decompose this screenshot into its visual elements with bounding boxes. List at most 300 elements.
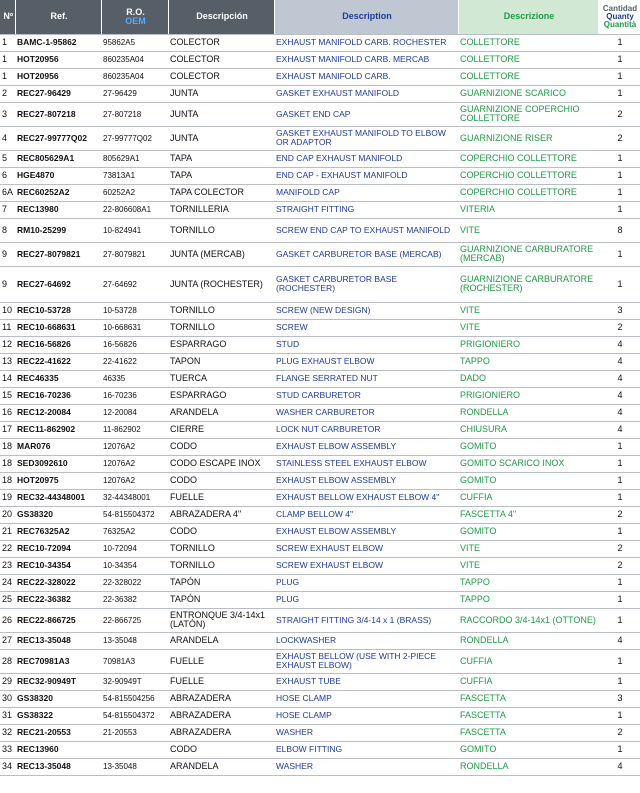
cell-qty: 1 [598, 51, 640, 68]
cell-desc-es: TAPA [168, 150, 274, 167]
cell-num: 29 [0, 673, 15, 690]
cell-oem: 95862A5 [101, 34, 168, 51]
cell-ref: REC805629A1 [15, 150, 101, 167]
cell-desc-it: GUARNIZIONE SCARICO [458, 85, 598, 102]
cell-qty: 4 [598, 421, 640, 438]
cell-qty: 1 [598, 591, 640, 608]
cell-desc-it: PRIGIONIERO [458, 387, 598, 404]
cell-desc-es: ABRAZADERA [168, 707, 274, 724]
cell-oem [101, 741, 168, 758]
cell-desc-es: JUNTA (MERCAB) [168, 242, 274, 266]
cell-desc-es: ESPARRAGO [168, 387, 274, 404]
cell-desc-it: GOMITO [458, 438, 598, 455]
cell-ref: RM10-25299 [15, 218, 101, 242]
cell-ref: REC10-34354 [15, 557, 101, 574]
cell-desc-it: GUARNIZIONE COPERCHIO COLLETTORE [458, 102, 598, 126]
cell-qty: 1 [598, 455, 640, 472]
table-row [0, 540, 640, 557]
table-row [0, 150, 640, 167]
table-row [0, 266, 640, 302]
table-row [0, 68, 640, 85]
cell-desc-en: EXHAUST ELBOW ASSEMBLY [274, 472, 458, 489]
cell-desc-es: TUERCA [168, 370, 274, 387]
cell-desc-es: FUELLE [168, 489, 274, 506]
cell-oem: 10-72094 [101, 540, 168, 557]
cell-oem: 22-806608A1 [101, 201, 168, 218]
cell-oem: 60252A2 [101, 184, 168, 201]
table-row [0, 673, 640, 690]
cell-num: 1 [0, 68, 15, 85]
cell-desc-en: EXHAUST TUBE [274, 673, 458, 690]
cell-ref: REC70981A3 [15, 649, 101, 673]
cell-oem: 27-8079821 [101, 242, 168, 266]
table-row [0, 489, 640, 506]
cell-num: 21 [0, 523, 15, 540]
cell-desc-it: COPERCHIO COLLETTORE [458, 150, 598, 167]
cell-desc-it: VITE [458, 302, 598, 319]
cell-desc-it: FASCETTA [458, 724, 598, 741]
cell-qty: 1 [598, 150, 640, 167]
cell-desc-it: COLLETTORE [458, 34, 598, 51]
cell-desc-en: LOCKWASHER [274, 632, 458, 649]
table-row [0, 404, 640, 421]
cell-desc-it: PRIGIONIERO [458, 336, 598, 353]
cell-desc-es: TORNILLERIA [168, 201, 274, 218]
cell-ref: REC13980 [15, 201, 101, 218]
cell-desc-it: VITE [458, 557, 598, 574]
cell-num: 27 [0, 632, 15, 649]
cell-qty: 2 [598, 319, 640, 336]
cell-ref: REC10-72094 [15, 540, 101, 557]
cell-oem: 54-815504372 [101, 707, 168, 724]
cell-ref: REC27-807218 [15, 102, 101, 126]
cell-num: 1 [0, 51, 15, 68]
table-row [0, 557, 640, 574]
cell-desc-en: GASKET CARBURETOR BASE (ROCHESTER) [274, 266, 458, 302]
header-desc-es: Descripción [168, 0, 274, 34]
cell-oem: 22-41622 [101, 353, 168, 370]
cell-oem: 13-35048 [101, 758, 168, 775]
header-desc-it: Descrizione [458, 0, 598, 34]
cell-num: 18 [0, 455, 15, 472]
cell-num: 22 [0, 540, 15, 557]
cell-desc-it: COPERCHIO COLLETTORE [458, 167, 598, 184]
cell-oem: 70981A3 [101, 649, 168, 673]
table-row [0, 167, 640, 184]
cell-desc-es: ENTRONQUE 3/4-14x1 (LATÓN) [168, 608, 274, 632]
cell-desc-en: STRAIGHT FITTING 3/4-14 x 1 (BRASS) [274, 608, 458, 632]
cell-desc-es: ABRAZADERA [168, 724, 274, 741]
cell-ref: REC27-8079821 [15, 242, 101, 266]
cell-desc-it: RONDELLA [458, 632, 598, 649]
table-row [0, 741, 640, 758]
cell-desc-es: JUNTA [168, 126, 274, 150]
cell-oem: 12-20084 [101, 404, 168, 421]
cell-oem: 32-44348001 [101, 489, 168, 506]
cell-qty: 2 [598, 557, 640, 574]
cell-ref: REC22-36382 [15, 591, 101, 608]
cell-qty: 1 [598, 472, 640, 489]
cell-desc-es: ABRAZADERA [168, 690, 274, 707]
cell-oem: 54-815504256 [101, 690, 168, 707]
cell-num: 25 [0, 591, 15, 608]
cell-desc-en: MANIFOLD CAP [274, 184, 458, 201]
table-row [0, 34, 640, 51]
cell-num: 28 [0, 649, 15, 673]
cell-desc-es: ARANDELA [168, 632, 274, 649]
cell-oem: 805629A1 [101, 150, 168, 167]
cell-desc-en: EXHAUST BELLOW (USE WITH 2-PIECE EXHAUST ELBOW) [274, 649, 458, 673]
cell-desc-it: TAPPO [458, 591, 598, 608]
cell-oem: 73813A1 [101, 167, 168, 184]
cell-qty: 4 [598, 404, 640, 421]
cell-num: 13 [0, 353, 15, 370]
cell-ref: REC13960 [15, 741, 101, 758]
table-row [0, 336, 640, 353]
cell-num: 18 [0, 472, 15, 489]
cell-desc-it: RONDELLA [458, 404, 598, 421]
cell-desc-es: TORNILLO [168, 540, 274, 557]
cell-num: 8 [0, 218, 15, 242]
cell-qty: 1 [598, 438, 640, 455]
cell-desc-en: STUD CARBURETOR [274, 387, 458, 404]
cell-num: 4 [0, 126, 15, 150]
cell-desc-es: CIERRE [168, 421, 274, 438]
cell-desc-en: CLAMP BELLOW 4" [274, 506, 458, 523]
cell-qty: 1 [598, 608, 640, 632]
cell-desc-en: FLANGE SERRATED NUT [274, 370, 458, 387]
cell-ref: REC16-70236 [15, 387, 101, 404]
cell-desc-en: SCREW EXHAUST ELBOW [274, 557, 458, 574]
cell-desc-es: ESPARRAGO [168, 336, 274, 353]
cell-ref: REC27-96429 [15, 85, 101, 102]
cell-desc-es: TORNILLO [168, 218, 274, 242]
cell-num: 16 [0, 404, 15, 421]
cell-desc-en: SCREW END CAP TO EXHAUST MANIFOLD [274, 218, 458, 242]
cell-desc-es: TAPÓN [168, 591, 274, 608]
cell-desc-en: GASKET END CAP [274, 102, 458, 126]
table-row [0, 102, 640, 126]
cell-qty: 3 [598, 302, 640, 319]
table-row [0, 218, 640, 242]
cell-desc-it: TAPPO [458, 353, 598, 370]
table-row [0, 724, 640, 741]
cell-desc-it: DADO [458, 370, 598, 387]
cell-desc-it: COLLETTORE [458, 68, 598, 85]
cell-qty: 4 [598, 370, 640, 387]
header-ro-oem [101, 0, 168, 34]
cell-qty: 1 [598, 167, 640, 184]
cell-desc-en: PLUG [274, 591, 458, 608]
cell-desc-it: GUARNIZIONE CARBURATORE (MERCAB) [458, 242, 598, 266]
cell-num: 14 [0, 370, 15, 387]
cell-desc-es: TORNILLO [168, 557, 274, 574]
table-row [0, 201, 640, 218]
cell-ref: REC12-20084 [15, 404, 101, 421]
cell-desc-en: EXHAUST MANIFOLD CARB. MERCAB [274, 51, 458, 68]
cell-num: 15 [0, 387, 15, 404]
cell-desc-it: GOMITO SCARICO INOX [458, 455, 598, 472]
cell-desc-it: VITE [458, 540, 598, 557]
cell-qty: 1 [598, 673, 640, 690]
table-row [0, 51, 640, 68]
cell-oem: 12076A2 [101, 438, 168, 455]
cell-qty: 4 [598, 387, 640, 404]
cell-ref: REC22-866725 [15, 608, 101, 632]
cell-num: 24 [0, 574, 15, 591]
cell-ref: REC22-41622 [15, 353, 101, 370]
header-desc-en: Description [274, 0, 458, 34]
cell-oem: 10-668631 [101, 319, 168, 336]
cell-desc-it: CUFFIA [458, 489, 598, 506]
cell-ref: SED3092610 [15, 455, 101, 472]
cell-qty: 1 [598, 242, 640, 266]
cell-desc-it: COPERCHIO COLLETTORE [458, 184, 598, 201]
cell-qty: 4 [598, 632, 640, 649]
cell-ref: REC60252A2 [15, 184, 101, 201]
cell-desc-en: PLUG EXHAUST ELBOW [274, 353, 458, 370]
cell-desc-it: CUFFIA [458, 649, 598, 673]
header-row [0, 0, 640, 34]
cell-desc-es: TAPÓN [168, 574, 274, 591]
cell-desc-es: TAPA [168, 167, 274, 184]
cell-desc-it: VITERIA [458, 201, 598, 218]
cell-num: 20 [0, 506, 15, 523]
table-row [0, 649, 640, 673]
table-row [0, 353, 640, 370]
cell-ref: GS38320 [15, 690, 101, 707]
cell-desc-it: CHIUSURA [458, 421, 598, 438]
table-row [0, 690, 640, 707]
cell-num: 31 [0, 707, 15, 724]
cell-num: 2 [0, 85, 15, 102]
header-qty-it: Quantità [603, 19, 637, 29]
cell-qty: 1 [598, 266, 640, 302]
table-row [0, 370, 640, 387]
cell-num: 9 [0, 242, 15, 266]
cell-qty: 2 [598, 724, 640, 741]
cell-ref: REC32-90949T [15, 673, 101, 690]
cell-qty: 2 [598, 102, 640, 126]
cell-desc-en: WASHER [274, 724, 458, 741]
cell-qty: 1 [598, 68, 640, 85]
cell-qty: 1 [598, 85, 640, 102]
cell-desc-en: SCREW EXHAUST ELBOW [274, 540, 458, 557]
cell-desc-es: JUNTA [168, 85, 274, 102]
cell-qty: 4 [598, 336, 640, 353]
cell-desc-es: TAPON [168, 353, 274, 370]
cell-oem: 27-96429 [101, 85, 168, 102]
header-ro: R.O. [126, 6, 145, 17]
cell-desc-it: GUARNIZIONE CARBURATORE (ROCHESTER) [458, 266, 598, 302]
cell-desc-it: VITE [458, 218, 598, 242]
parts-table-body [0, 34, 640, 775]
cell-desc-en: END CAP EXHAUST MANIFOLD [274, 150, 458, 167]
cell-ref: REC46335 [15, 370, 101, 387]
cell-num: 23 [0, 557, 15, 574]
cell-desc-es: CODO [168, 472, 274, 489]
cell-qty: 1 [598, 741, 640, 758]
table-row [0, 438, 640, 455]
cell-desc-en: EXHAUST ELBOW ASSEMBLY [274, 438, 458, 455]
cell-desc-es: ARANDELA [168, 758, 274, 775]
header-ref: Ref. [15, 0, 101, 34]
cell-oem: 22-866725 [101, 608, 168, 632]
cell-desc-it: GOMITO [458, 741, 598, 758]
table-row [0, 302, 640, 319]
cell-desc-en: PLUG [274, 574, 458, 591]
cell-desc-es: TORNILLO [168, 319, 274, 336]
cell-oem: 12076A2 [101, 455, 168, 472]
cell-num: 19 [0, 489, 15, 506]
table-row [0, 472, 640, 489]
cell-desc-it: COLLETTORE [458, 51, 598, 68]
table-row [0, 574, 640, 591]
header-qty [598, 0, 640, 34]
table-row [0, 126, 640, 150]
cell-desc-en: HOSE CLAMP [274, 690, 458, 707]
cell-oem: 860235A04 [101, 68, 168, 85]
cell-desc-en: GASKET CARBURETOR BASE (MERCAB) [274, 242, 458, 266]
cell-desc-en: EXHAUST ELBOW ASSEMBLY [274, 523, 458, 540]
header-qty-es: Cantidad [602, 3, 638, 13]
cell-desc-es: FUELLE [168, 673, 274, 690]
cell-qty: 1 [598, 184, 640, 201]
cell-desc-es: CODO [168, 741, 274, 758]
cell-num: 3 [0, 102, 15, 126]
header-oem: OEM [125, 15, 146, 26]
cell-qty: 1 [598, 34, 640, 51]
cell-oem: 16-56826 [101, 336, 168, 353]
cell-qty: 4 [598, 758, 640, 775]
cell-qty: 2 [598, 126, 640, 150]
cell-desc-es: ARANDELA [168, 404, 274, 421]
cell-qty: 3 [598, 690, 640, 707]
cell-ref: HOT20956 [15, 51, 101, 68]
cell-desc-en: SCREW (NEW DESIGN) [274, 302, 458, 319]
table-row [0, 421, 640, 438]
cell-oem: 22-36382 [101, 591, 168, 608]
cell-oem: 54-815504372 [101, 506, 168, 523]
cell-num: 18 [0, 438, 15, 455]
cell-desc-es: CODO [168, 523, 274, 540]
cell-desc-es: ABRAZADERA 4" [168, 506, 274, 523]
cell-oem: 46335 [101, 370, 168, 387]
cell-ref: REC27-64692 [15, 266, 101, 302]
cell-num: 6 [0, 167, 15, 184]
cell-desc-it: GOMITO [458, 472, 598, 489]
cell-ref: HGE4870 [15, 167, 101, 184]
cell-oem: 860235A04 [101, 51, 168, 68]
cell-qty: 8 [598, 218, 640, 242]
table-row [0, 608, 640, 632]
cell-desc-en: ELBOW FITTING [274, 741, 458, 758]
cell-oem: 13-35048 [101, 632, 168, 649]
cell-num: 6A [0, 184, 15, 201]
cell-desc-en: EXHAUST BELLOW EXHAUST ELBOW 4" [274, 489, 458, 506]
cell-num: 30 [0, 690, 15, 707]
cell-ref: HOT20956 [15, 68, 101, 85]
table-row [0, 455, 640, 472]
cell-oem: 10-53728 [101, 302, 168, 319]
cell-desc-it: TAPPO [458, 574, 598, 591]
table-row [0, 591, 640, 608]
cell-desc-es: FUELLE [168, 649, 274, 673]
cell-oem: 22-328022 [101, 574, 168, 591]
cell-desc-it: FASCETTA 4" [458, 506, 598, 523]
cell-desc-en: STUD [274, 336, 458, 353]
cell-ref: REC10-53728 [15, 302, 101, 319]
cell-desc-en: LOCK NUT CARBURETOR [274, 421, 458, 438]
cell-ref: GS38320 [15, 506, 101, 523]
cell-qty: 1 [598, 201, 640, 218]
cell-qty: 1 [598, 489, 640, 506]
cell-oem: 10-34354 [101, 557, 168, 574]
cell-num: 32 [0, 724, 15, 741]
cell-desc-en: STAINLESS STEEL EXHAUST ELBOW [274, 455, 458, 472]
cell-ref: REC13-35048 [15, 632, 101, 649]
cell-oem: 16-70236 [101, 387, 168, 404]
cell-num: 11 [0, 319, 15, 336]
cell-oem: 76325A2 [101, 523, 168, 540]
cell-desc-en: GASKET EXHAUST MANIFOLD TO ELBOW OR ADAPTOR [274, 126, 458, 150]
cell-oem: 12076A2 [101, 472, 168, 489]
cell-qty: 2 [598, 540, 640, 557]
cell-desc-en: WASHER [274, 758, 458, 775]
cell-desc-it: VITE [458, 319, 598, 336]
cell-desc-en: STRAIGHT FITTING [274, 201, 458, 218]
cell-num: 34 [0, 758, 15, 775]
cell-ref: REC76325A2 [15, 523, 101, 540]
cell-desc-es: COLECTOR [168, 34, 274, 51]
cell-qty: 2 [598, 506, 640, 523]
cell-desc-en: WASHER CARBURETOR [274, 404, 458, 421]
table-row [0, 387, 640, 404]
cell-ref: REC16-56826 [15, 336, 101, 353]
cell-desc-en: END CAP - EXHAUST MANIFOLD [274, 167, 458, 184]
cell-qty: 1 [598, 574, 640, 591]
cell-desc-en: EXHAUST MANIFOLD CARB. ROCHESTER [274, 34, 458, 51]
cell-oem: 21-20553 [101, 724, 168, 741]
header-num: Nº [0, 0, 15, 34]
cell-ref: REC21-20553 [15, 724, 101, 741]
cell-ref: REC13-35048 [15, 758, 101, 775]
cell-desc-en: GASKET EXHAUST MANIFOLD [274, 85, 458, 102]
cell-ref: REC10-668631 [15, 319, 101, 336]
table-row [0, 632, 640, 649]
cell-ref: REC27-99777Q02 [15, 126, 101, 150]
cell-ref: HOT20975 [15, 472, 101, 489]
cell-desc-es: COLECTOR [168, 68, 274, 85]
cell-oem: 27-807218 [101, 102, 168, 126]
cell-num: 1 [0, 34, 15, 51]
cell-desc-en: EXHAUST MANIFOLD CARB. [274, 68, 458, 85]
cell-ref: REC22-328022 [15, 574, 101, 591]
cell-num: 12 [0, 336, 15, 353]
cell-desc-es: COLECTOR [168, 51, 274, 68]
cell-num: 33 [0, 741, 15, 758]
cell-desc-it: RONDELLA [458, 758, 598, 775]
cell-num: 17 [0, 421, 15, 438]
cell-desc-en: HOSE CLAMP [274, 707, 458, 724]
cell-ref: REC11-862902 [15, 421, 101, 438]
table-row [0, 523, 640, 540]
cell-ref: BAMC-1-95862 [15, 34, 101, 51]
cell-desc-it: GOMITO [458, 523, 598, 540]
cell-num: 7 [0, 201, 15, 218]
cell-desc-es: CODO ESCAPE INOX [168, 455, 274, 472]
table-row [0, 319, 640, 336]
